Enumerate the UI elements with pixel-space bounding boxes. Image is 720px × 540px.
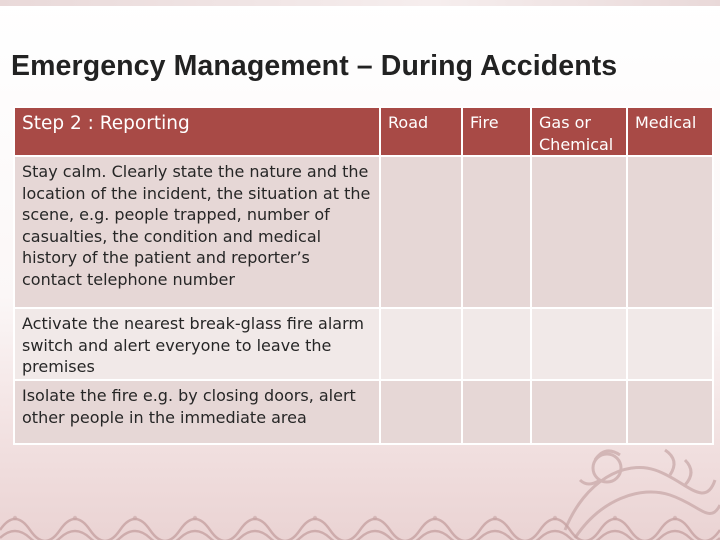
medical-cell — [627, 156, 713, 308]
medical-cell — [627, 380, 713, 444]
medical-cell — [627, 308, 713, 380]
slide-title: Emergency Management – During Accidents — [11, 50, 618, 82]
row-text: Stay calm. Clearly state the nature and the location of the incident, the situation at the scene, e.g. people trapped, number of casualties, the condition and medical history of the patient and reporter’s contact telephone number — [14, 156, 380, 308]
table-row — [14, 156, 713, 308]
table-header-row — [14, 107, 713, 156]
header-gas-chemical: Gas or Chemical — [531, 107, 627, 156]
gas-chemical-cell — [531, 380, 627, 444]
table-row — [14, 380, 713, 444]
road-cell — [380, 380, 462, 444]
row-text: Isolate the fire e.g. by closing doors, alert other people in the immediate area — [14, 380, 380, 444]
road-cell — [380, 156, 462, 308]
reporting-table — [13, 106, 714, 445]
wave-border — [0, 500, 720, 540]
row-text: Activate the nearest break-glass fire alarm switch and alert everyone to leave the premises — [14, 308, 380, 380]
gas-chemical-cell — [531, 156, 627, 308]
fire-cell — [462, 156, 531, 308]
fire-cell — [462, 308, 531, 380]
header-fire: Fire — [462, 107, 531, 156]
road-cell — [380, 308, 462, 380]
table-row — [14, 308, 713, 380]
header-road: Road — [380, 107, 462, 156]
header-step: Step 2 : Reporting — [14, 107, 380, 156]
gas-chemical-cell — [531, 308, 627, 380]
fire-cell — [462, 380, 531, 444]
header-medical: Medical — [627, 107, 713, 156]
top-band — [0, 0, 720, 6]
